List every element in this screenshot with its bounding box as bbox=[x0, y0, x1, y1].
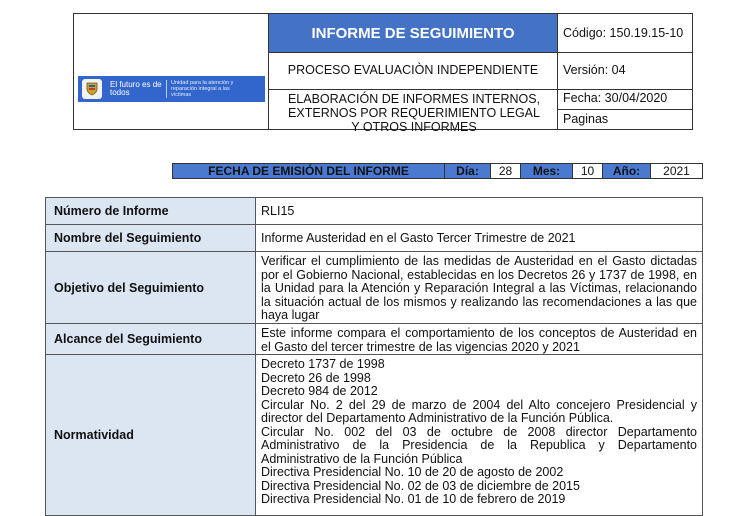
month-value: 10 bbox=[573, 164, 603, 178]
regulation-item: Circular No. 002 del 03 de octubre de 2008 director Departamento Administrativo de la Presidencia de la Republica y Departamento Administrativo de la Función Pública bbox=[261, 424, 697, 466]
regulation-item: Directiva Presidencial No. 01 de 10 de febrero de 2019 bbox=[261, 492, 566, 506]
header-divider bbox=[557, 14, 558, 129]
regulations-label: Normatividad bbox=[46, 355, 256, 515]
logo-slogan: El futuro es de todos bbox=[110, 80, 162, 97]
year-label: Año: bbox=[603, 164, 651, 178]
emission-date-label: FECHA DE EMISIÓN DEL INFORME bbox=[173, 164, 445, 178]
document-title: INFORME DE SEGUIMIENTO bbox=[269, 14, 557, 52]
table-row bbox=[46, 252, 702, 324]
regulation-item: Decreto 26 de 1998 bbox=[261, 370, 371, 385]
logo-unit-name: Unidad para la atención y reparación integral a las víctimas bbox=[171, 80, 234, 98]
scope-value: Este informe compara el comportamiento de los conceptos de Austeridad en el Gasto del tercer trimestre de las vigencias 2020 y 2021 bbox=[261, 326, 697, 354]
emission-date-row bbox=[172, 163, 703, 179]
scope-label: Alcance del Seguimiento bbox=[46, 324, 256, 354]
coat-of-arms-icon bbox=[82, 79, 102, 99]
elaboration-title: ELABORACIÓN DE INFORMES INTERNOS, EXTERNOS POR REQUERIMIENTO LEGAL Y OTROS INFORMES bbox=[287, 92, 541, 134]
day-value: 28 bbox=[491, 164, 521, 178]
day-label: Día: bbox=[445, 164, 491, 178]
report-number-label: Número de Informe bbox=[46, 198, 256, 224]
report-info-table bbox=[45, 197, 703, 516]
header-divider bbox=[558, 109, 692, 110]
table-row bbox=[46, 324, 702, 355]
objective-label: Objetivo del Seguimiento bbox=[46, 252, 256, 323]
document-version: Versión: 04 bbox=[563, 63, 626, 77]
follow-up-name-label: Nombre del Seguimiento bbox=[46, 225, 256, 251]
regulation-item: Circular No. 2 del 29 de marzo de 2004 del Alto concejero Presidencial y director del Departamento Administrativo de la Función Pública. bbox=[261, 397, 697, 425]
document-header bbox=[73, 13, 693, 134]
follow-up-name-value: Informe Austeridad en el Gasto Tercer Trimestre de 2021 bbox=[261, 230, 576, 245]
regulation-item: Directiva Presidencial No. 02 de 03 de diciembre de 2015 bbox=[261, 478, 580, 493]
document-pages: Paginas bbox=[563, 112, 609, 126]
header-divider bbox=[269, 52, 692, 53]
month-label: Mes: bbox=[521, 164, 573, 178]
institution-logo bbox=[78, 76, 265, 102]
objective-value: Verificar el cumplimiento de las medidas de Austeridad en el Gasto dictadas por el Gobierno Nacional, establecidas en los Decretos 26 y 1737 de 1998, en la Unidad para la Atención y Reparación Integral a las Víctimas, relacionando la situación actual de los mismos y realizando las recomendaciones a las que haya lugar bbox=[261, 254, 697, 322]
regulations-list bbox=[256, 355, 702, 515]
document-date: Fecha: 30/04/2020 bbox=[563, 91, 668, 105]
regulation-item: Decreto 984 de 2012 bbox=[261, 384, 378, 398]
year-value: 2021 bbox=[663, 164, 690, 178]
regulation-item: Directiva Presidencial No. 10 de 20 de agosto de 2002 bbox=[261, 465, 564, 479]
table-row bbox=[46, 198, 702, 225]
process-name: PROCESO EVALUACIÒN INDEPENDIENTE bbox=[287, 63, 539, 77]
regulation-item: Decreto 1737 de 1998 bbox=[261, 357, 385, 371]
document-code: Código: 150.19.15-10 bbox=[563, 26, 684, 40]
table-row bbox=[46, 355, 702, 515]
header-divider bbox=[269, 89, 692, 90]
table-row bbox=[46, 225, 702, 252]
report-number-value: RLI15 bbox=[261, 203, 295, 218]
